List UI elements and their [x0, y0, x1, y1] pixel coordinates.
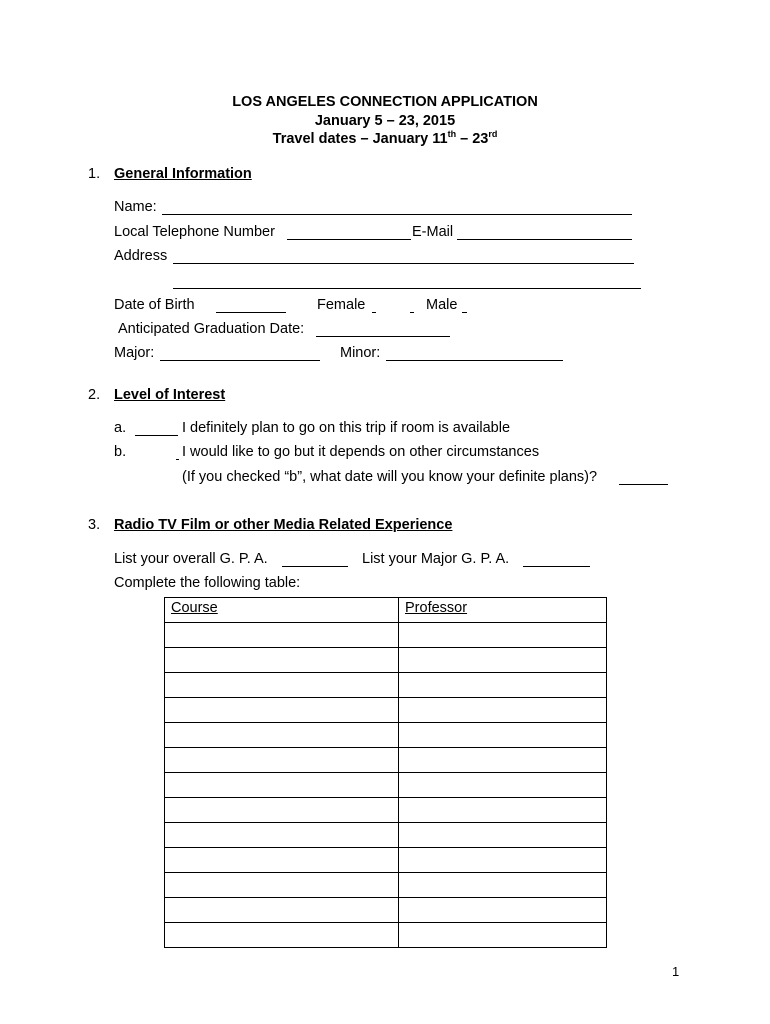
column-header-course: Course	[165, 598, 399, 623]
dob-label: Date of Birth	[114, 297, 195, 313]
course-cell[interactable]	[165, 698, 399, 723]
option-b-text: I would like to go but it depends on other circumstances	[182, 444, 540, 460]
professor-cell[interactable]	[399, 798, 607, 823]
overall-gpa-field[interactable]	[282, 566, 348, 567]
dob-field[interactable]	[216, 312, 286, 313]
email-label: E-Mail	[412, 224, 454, 240]
course-cell[interactable]	[165, 848, 399, 873]
course-cell[interactable]	[165, 773, 399, 798]
column-header-professor: Professor	[399, 598, 607, 623]
phone-label: Local Telephone Number	[114, 224, 275, 240]
option-a-marker: a.	[114, 420, 127, 436]
minor-label: Minor:	[340, 345, 381, 361]
female-checkbox-end	[410, 312, 414, 313]
option-b-checkbox[interactable]	[176, 459, 179, 460]
professor-cell[interactable]	[399, 698, 607, 723]
table-row	[165, 648, 607, 673]
program-dates: January 5 – 23, 2015	[314, 113, 456, 129]
major-gpa-field[interactable]	[523, 566, 590, 567]
major-field[interactable]	[160, 360, 320, 361]
professor-cell[interactable]	[399, 748, 607, 773]
table-row	[165, 723, 607, 748]
email-field[interactable]	[457, 239, 632, 240]
table-row	[165, 923, 607, 948]
section-1-number: 1.	[88, 166, 101, 182]
table-row	[165, 748, 607, 773]
option-a-checkbox[interactable]	[135, 435, 178, 436]
travel-dates-sup-th: th	[447, 129, 457, 140]
course-cell[interactable]	[165, 798, 399, 823]
professor-cell[interactable]	[399, 623, 607, 648]
course-cell[interactable]	[165, 723, 399, 748]
table-row	[165, 773, 607, 798]
table-row	[165, 623, 607, 648]
professor-cell[interactable]	[399, 723, 607, 748]
address-label: Address	[114, 248, 168, 264]
course-cell[interactable]	[165, 873, 399, 898]
minor-field[interactable]	[386, 360, 563, 361]
professor-cell[interactable]	[399, 673, 607, 698]
table-row	[165, 698, 607, 723]
travel-dates-sup-rd: rd	[488, 129, 498, 140]
page-number: 1	[672, 964, 680, 979]
course-cell[interactable]	[165, 923, 399, 948]
name-field[interactable]	[162, 214, 632, 215]
section-2-number: 2.	[88, 387, 101, 403]
professor-cell[interactable]	[399, 873, 607, 898]
address-field-line-1[interactable]	[173, 263, 634, 264]
travel-dates	[0, 131, 770, 147]
female-label: Female	[317, 297, 366, 313]
course-cell[interactable]	[165, 623, 399, 648]
major-label: Major:	[114, 345, 155, 361]
table-row	[165, 873, 607, 898]
table-row	[165, 673, 607, 698]
male-checkbox[interactable]	[462, 312, 467, 313]
course-cell[interactable]	[165, 898, 399, 923]
course-cell[interactable]	[165, 648, 399, 673]
professor-cell[interactable]	[399, 823, 607, 848]
course-cell[interactable]	[165, 748, 399, 773]
phone-field[interactable]	[287, 239, 411, 240]
major-gpa-label: List your Major G. P. A.	[362, 551, 510, 567]
form-title: LOS ANGELES CONNECTION APPLICATION	[232, 94, 538, 110]
section-3-heading: Radio TV Film or other Media Related Experience	[114, 517, 453, 533]
option-b-marker: b.	[114, 444, 127, 460]
table-row	[165, 848, 607, 873]
professor-cell[interactable]	[399, 898, 607, 923]
female-checkbox[interactable]	[372, 312, 376, 313]
table-row	[165, 898, 607, 923]
graduation-label: Anticipated Graduation Date:	[118, 321, 305, 337]
table-header-row	[165, 598, 607, 623]
professor-cell[interactable]	[399, 848, 607, 873]
travel-dates-prefix: Travel dates – January 11	[272, 131, 448, 147]
professor-cell[interactable]	[399, 648, 607, 673]
male-label: Male	[426, 297, 458, 313]
graduation-field[interactable]	[316, 336, 450, 337]
name-label: Name:	[114, 199, 157, 215]
address-field-line-2[interactable]	[173, 288, 641, 289]
option-b-followup: (If you checked “b”, what date will you know your definite plans)?	[182, 469, 598, 485]
section-1-heading: General Information	[114, 166, 252, 182]
experience-table	[164, 597, 607, 948]
option-a-text: I definitely plan to go on this trip if room is available	[182, 420, 511, 436]
section-3-number: 3.	[88, 517, 101, 533]
course-cell[interactable]	[165, 673, 399, 698]
travel-dates-mid: – 23	[456, 131, 489, 147]
definite-plans-date-field[interactable]	[619, 484, 668, 485]
table-row	[165, 798, 607, 823]
professor-cell[interactable]	[399, 773, 607, 798]
table-instruction: Complete the following table:	[114, 575, 301, 591]
table-row	[165, 823, 607, 848]
professor-cell[interactable]	[399, 923, 607, 948]
overall-gpa-label: List your overall G. P. A.	[114, 551, 268, 567]
section-2-heading: Level of Interest	[114, 387, 226, 403]
course-cell[interactable]	[165, 823, 399, 848]
